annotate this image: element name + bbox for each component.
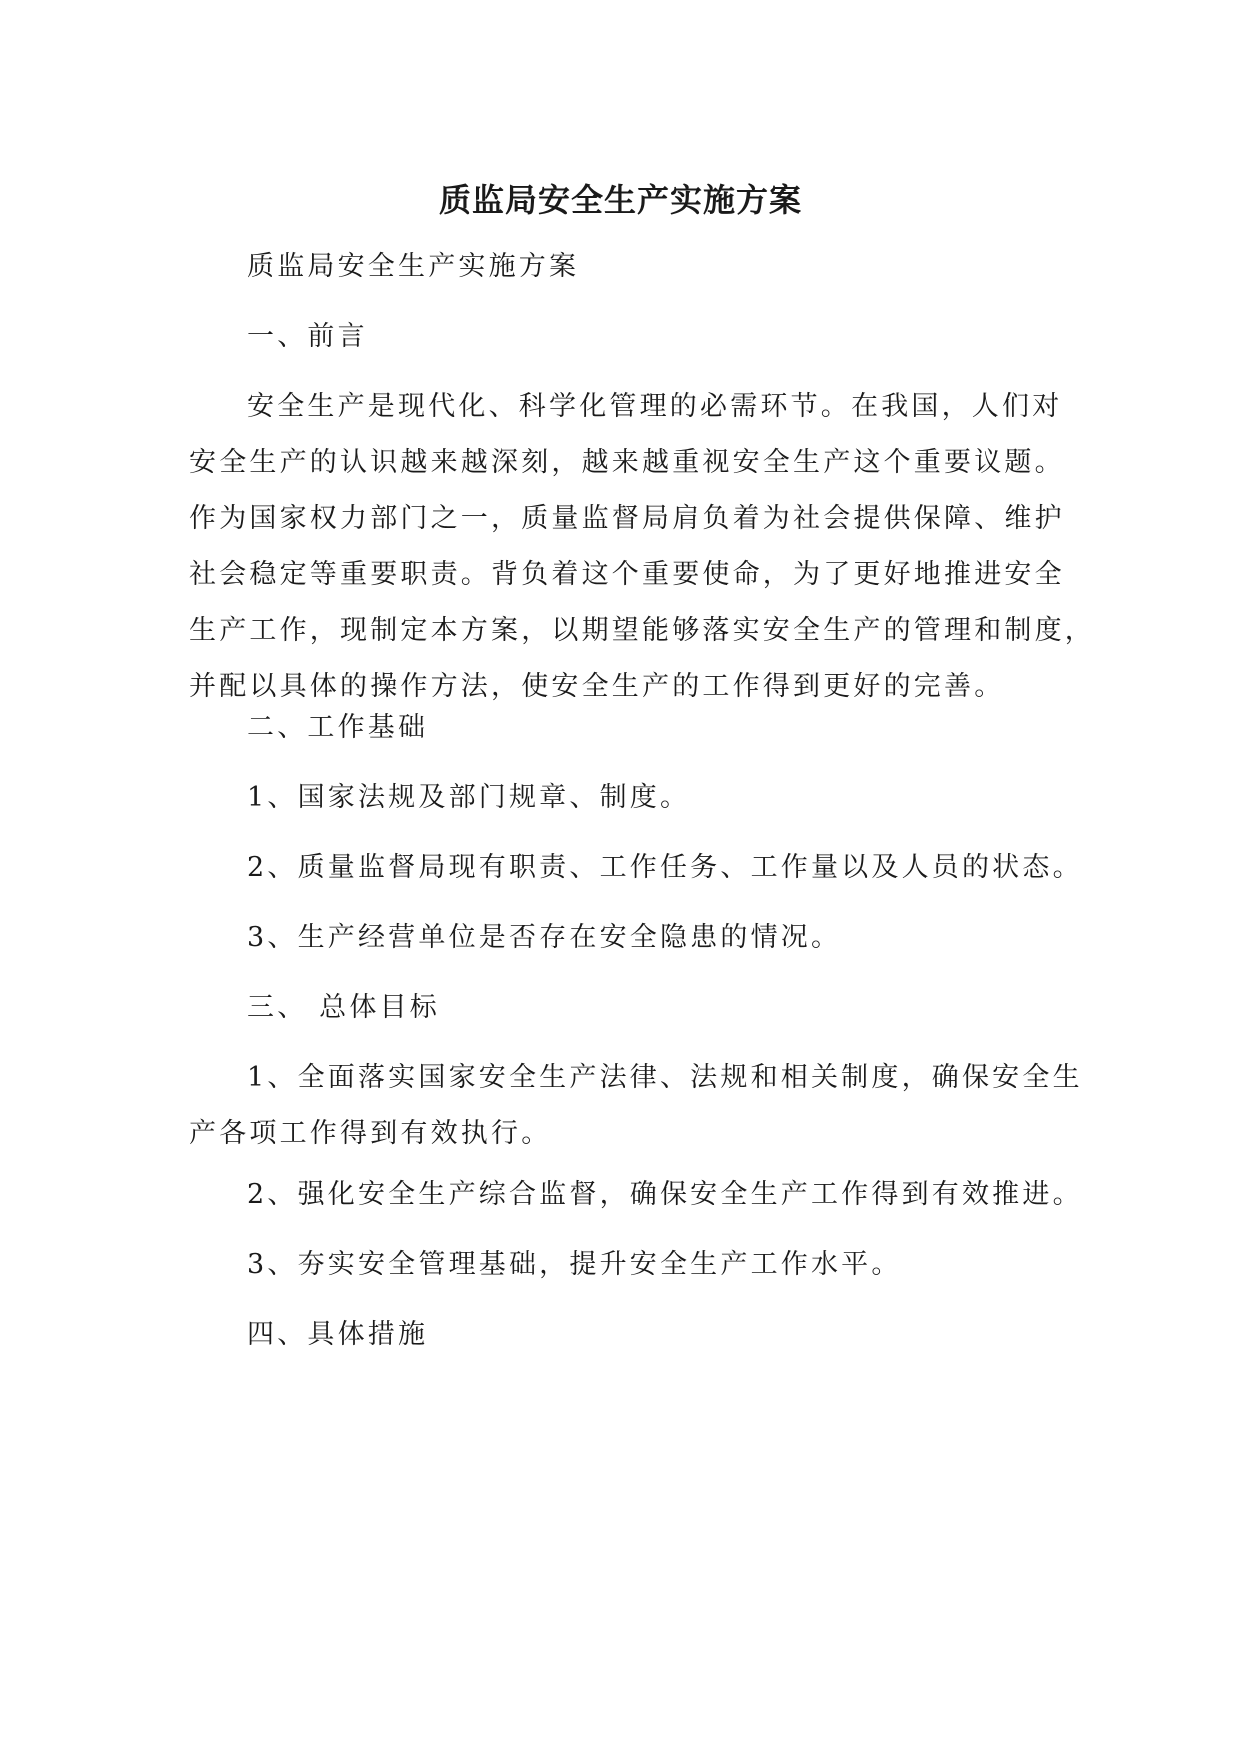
- document-title: 质监局安全生产实施方案: [438, 181, 802, 219]
- paragraph-line: 作为国家权力部门之一，质量监督局肩负着为社会提供保障、维护: [189, 503, 1065, 534]
- list-item-goals-3: [189, 1237, 1069, 1293]
- list-item-goals-2: [189, 1167, 1083, 1223]
- list-item-foundation-3: [189, 910, 1069, 966]
- section-heading-foundation: [189, 700, 1069, 756]
- list-item-text: 2、质量监督局现有职责、工作任务、工作量以及人员的状态。: [247, 852, 1083, 883]
- paragraph-line: 社会稳定等重要职责。背负着这个重要使命，为了更好地推进安全: [189, 559, 1065, 590]
- section-heading-measures: [189, 1307, 1069, 1363]
- heading-text: 四、具体措施: [247, 1319, 429, 1350]
- list-item-foundation-2: [189, 840, 1083, 896]
- list-item-goals-1: [189, 1050, 1083, 1162]
- heading-text: 三、 总体目标: [247, 992, 440, 1023]
- list-item-text: 3、生产经营单位是否存在安全隐患的情况。: [247, 922, 842, 953]
- section-heading-preface: [189, 309, 1069, 365]
- subtitle-text: 质监局安全生产实施方案: [247, 251, 580, 282]
- paragraph-line: 生产工作，现制定本方案，以期望能够落实安全生产的管理和制度，: [189, 615, 1095, 646]
- list-item-text: 3、夯实安全管理基础，提升安全生产工作水平。: [247, 1249, 902, 1280]
- list-item-text: 1、全面落实国家安全生产法律、法规和相关制度，确保安全生: [247, 1062, 1083, 1093]
- heading-text: 二、工作基础: [247, 712, 429, 743]
- list-item-text: 2、强化安全生产综合监督，确保安全生产工作得到有效推进。: [247, 1179, 1083, 1210]
- list-item-text: 1、国家法规及部门规章、制度。: [247, 782, 691, 813]
- list-item-text: 产各项工作得到有效执行。: [189, 1118, 552, 1149]
- document-subtitle: [189, 239, 1069, 295]
- paragraph-line: 安全生产的认识越来越深刻，越来越重视安全生产这个重要议题。: [189, 447, 1065, 478]
- list-item-foundation-1: [189, 770, 1069, 826]
- paragraph-line: 安全生产是现代化、科学化管理的必需环节。在我国，人们对: [247, 391, 1063, 422]
- section-heading-goals: [189, 980, 1069, 1036]
- paragraph-line: 并配以具体的操作方法，使安全生产的工作得到更好的完善。: [189, 671, 1005, 702]
- heading-text: 一、前言: [247, 321, 368, 352]
- paragraph-preface: [189, 379, 1095, 715]
